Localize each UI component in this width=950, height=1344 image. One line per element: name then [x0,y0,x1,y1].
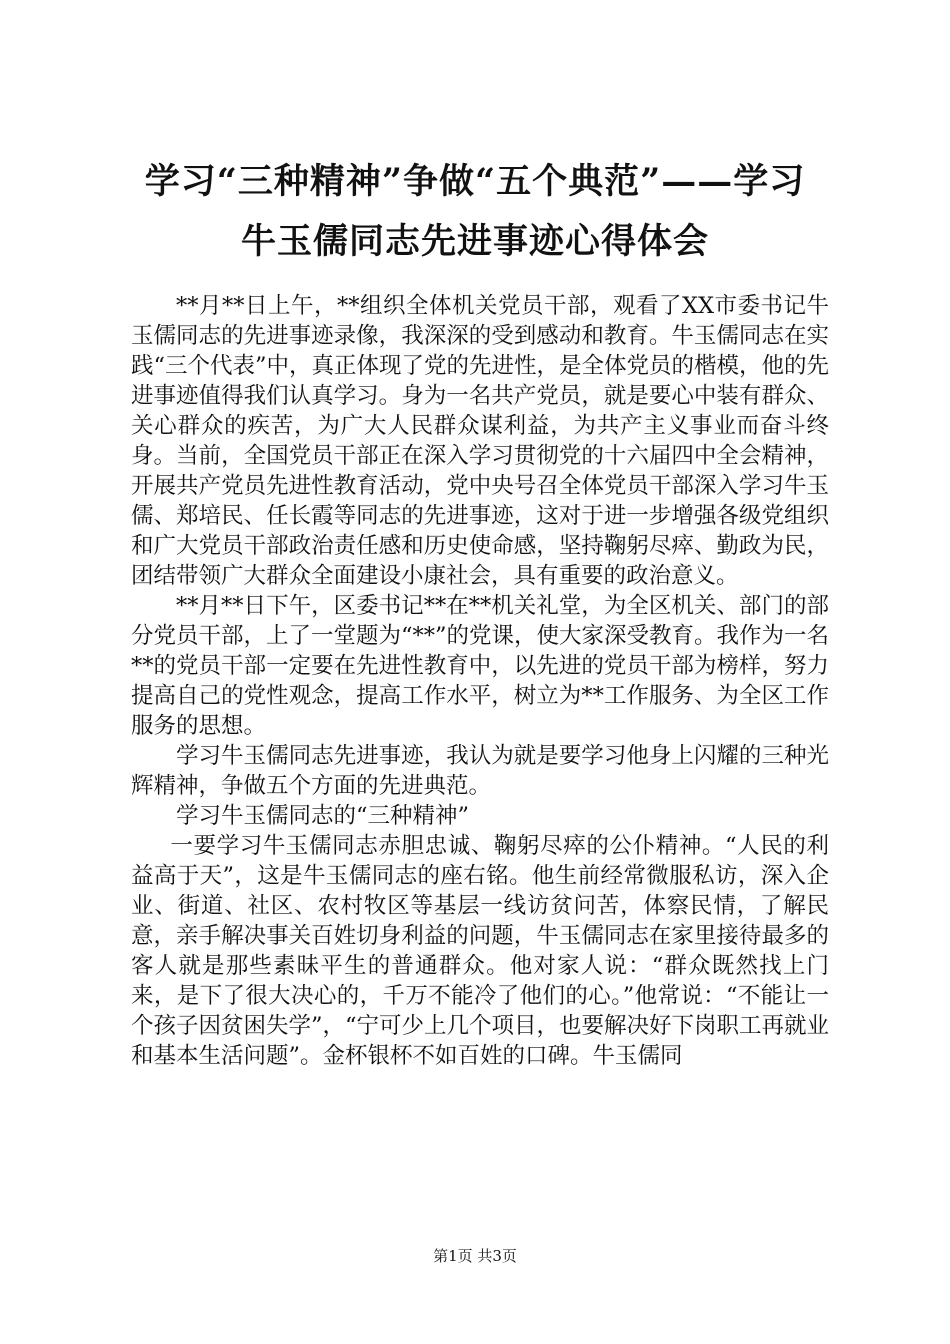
paragraph-1: **月**日上午，**组织全体机关党员干部，观看了XX市委书记牛玉儒同志的先进事迹录像，我深深的受到感动和教育。牛玉儒同志在实践“三个代表”中，真正体现了党的先进性，是全体党员的楷模，他的先进事迹值得我们认真学习。身为一名共产党员，就是要心中装有群众、关心群众的疾苦，为广大人民群众谋利益，为共产主义事业而奋斗终身。当前，全国党员干部正在深入学习贯彻党的十六届四中全会精神，开展共产党员先进性教育活动，党中央号召全体党员干部深入学习牛玉儒、郑培民、任长霞等同志的先进事迹，这对于进一步增强各级党组织和广大党员干部政治责任感和历史使命感，坚持鞠躬尽瘁、勤政为民，团结带领广大群众全面建设小康社会，具有重要的政治意义。 [131,293,830,589]
document-title-line-1: 学习“三种精神”争做“五个典范”——学习 [144,161,806,202]
document-title-line-2: 牛玉儒同志先进事迹心得体会 [240,221,709,262]
document-body [131,291,829,1071]
page-footer: 第1页 共3页 [433,1247,517,1265]
section-heading: 学习牛玉儒同志的“三种精神” [176,803,470,829]
paragraph-2: **月**日下午，区委书记**在**机关礼堂，为全区机关、部门的部分党员干部，上了一堂题为“**”的党课，使大家深受教育。我作为一名**的党员干部一定要在先进性教育中，以先进的党员干部为榜样，努力提高自己的党性观念，提高工作水平，树立为**工作服务、为全区工作服务的思想。 [131,593,830,739]
paragraph-4: 一要学习牛玉儒同志赤胆忠诚、鞠躬尽瘁的公仆精神。“人民的利益高于天”，这是牛玉儒同志的座右铭。他生前经常微服私访，深入企业、街道、社区、农村牧区等基层一线访贫问苦，体察民情，了解民意，亲手解决事关百姓切身利益的问题，牛玉儒同志在家里接待最多的客人就是那些素昧平生的普通群众。他对家人说：“群众既然找上门来，是下了很大决心的，千万不能冷了他们的心。”他常说：“不能让一个孩子因贫困失学”，“宁可少上几个项目，也要解决好下岗职工再就业和基本生活问题”。金杯银杯不如百姓的口碑。牛玉儒同 [131,833,830,1069]
paragraph-3: 学习牛玉儒同志先进事迹，我认为就是要学习他身上闪耀的三种光辉精神，争做五个方面的先进典范。 [131,743,829,799]
